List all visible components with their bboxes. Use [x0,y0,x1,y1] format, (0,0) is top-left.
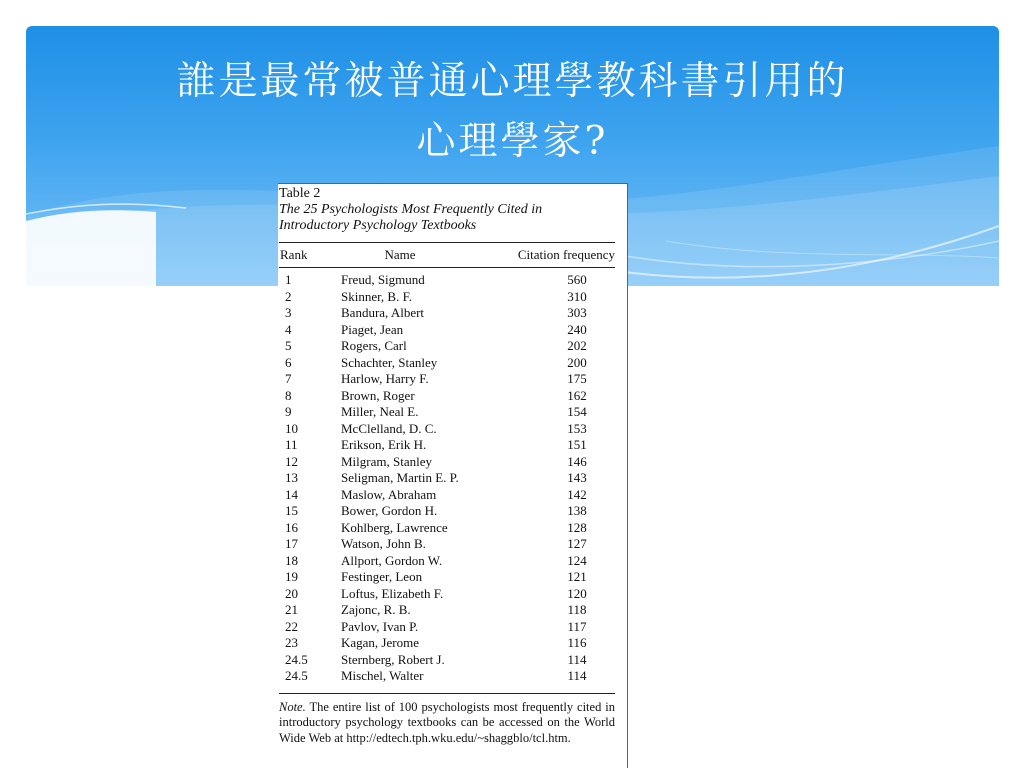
citation-frequency-cell: 128 [567,519,587,535]
name-cell: Erikson, Erik H. [341,437,427,452]
rank-cell: 16 [285,519,298,535]
citation-frequency-cell: 116 [567,635,587,650]
citation-frequency-cell: 303 [567,305,587,320]
name-cell: Skinner, B. F. [341,288,413,304]
citation-frequency-cell: 114 [567,651,587,667]
citation-frequency-cell: 143 [567,470,587,485]
slide-title-line-2: 心理學家? [416,119,609,164]
table-body [279,272,627,685]
name-cell: Maslow, Abraham [341,486,437,502]
name-cell: Brown, Roger [341,387,415,403]
table-caption: The 25 Psychologists Most Frequently Cited in Introductory Psychology Textbooks [279,202,543,233]
rank-cell: 2 [285,288,292,304]
citation-frequency-cell: 121 [567,569,587,584]
citation-frequency-cell: 146 [567,453,587,469]
rank-cell: 22 [285,618,298,634]
name-cell: Rogers, Carl [341,338,407,353]
rank-cell: 5 [285,338,292,353]
rank-cell: 6 [285,354,292,370]
table-row [279,586,615,603]
rank-cell: 24.5 [285,651,308,667]
rank-cell: 12 [285,453,298,469]
rank-cell: 1 [285,272,292,287]
rank-cell: 21 [285,602,298,617]
note-label: Note. [279,699,306,714]
citation-frequency-cell: 118 [567,602,587,617]
name-cell: Loftus, Elizabeth F. [341,585,444,601]
name-cell: Sternberg, Robert J. [341,651,445,667]
rank-cell: 7 [285,371,292,386]
rank-cell: 19 [285,569,298,584]
table-note [279,693,615,747]
table-row [279,487,615,504]
name-cell: Kohlberg, Lawrence [341,519,448,535]
name-cell: Festinger, Leon [341,569,423,584]
rank-cell: 11 [285,437,298,452]
rank-cell: 15 [285,503,298,518]
table-row [279,272,615,289]
citation-frequency-cell: 142 [567,486,587,502]
citation-frequency-cell: 114 [567,668,587,683]
table-row [279,289,615,306]
citation-frequency-cell: 560 [567,272,587,287]
citation-frequency-cell: 162 [567,387,587,403]
name-cell: Allport, Gordon W. [341,552,443,568]
table-row [279,421,615,438]
citation-frequency-cell: 138 [567,503,587,518]
name-cell: Zajonc, R. B. [341,602,411,617]
table-row [279,322,615,339]
name-cell: Schachter, Stanley [341,354,438,370]
table-row [279,470,615,487]
note-text: The entire list of 100 psychologists most frequently cited in introductory psychology textbooks can be accessed on the World Wide Web at http://edtech.tph.wku.edu/~shaggblo/tcl.htm. [279,699,615,745]
table-row [279,388,615,405]
header-name: Name [384,247,416,262]
table-label: Table 2 [279,186,321,201]
slide-title-line-1: 誰是最常被普通心理學教科書引用的 [176,59,849,104]
name-cell: Mischel, Walter [341,668,424,683]
table-row [279,355,615,372]
table-row [279,338,615,355]
citation-frequency-cell: 154 [567,404,587,419]
table-row [279,520,615,537]
table-header-row [279,243,615,267]
rank-cell: 23 [285,635,298,650]
rank-cell: 3 [285,305,292,320]
rank-cell: 17 [285,536,298,551]
name-cell: McClelland, D. C. [341,420,437,436]
rank-cell: 4 [285,321,292,337]
name-cell: Bandura, Albert [341,305,425,320]
name-cell: Bower, Gordon H. [341,503,438,518]
slide-title [26,52,999,172]
rank-cell: 8 [285,387,292,403]
table-row [279,569,615,586]
name-cell: Seligman, Martin E. P. [341,470,459,485]
name-cell: Miller, Neal E. [341,404,419,419]
table-row [279,668,615,685]
citation-frequency-cell: 200 [567,354,587,370]
table-row [279,503,615,520]
citation-frequency-cell: 151 [567,437,587,452]
citation-frequency-cell: 153 [567,420,587,436]
table-row [279,437,615,454]
citation-frequency-cell: 240 [567,321,587,337]
table-row [279,404,615,421]
citation-frequency-cell: 175 [567,371,587,386]
table-row [279,454,615,471]
table-row [279,553,615,570]
name-cell: Kagan, Jerome [341,635,419,650]
citation-frequency-cell: 120 [567,585,587,601]
rank-cell: 9 [285,404,292,419]
rank-cell: 20 [285,585,298,601]
name-cell: Pavlov, Ivan P. [341,618,419,634]
table-row [279,619,615,636]
citation-frequency-cell: 310 [567,288,587,304]
citation-table-figure [278,183,628,768]
rank-cell: 10 [285,420,298,436]
name-cell: Milgram, Stanley [341,453,432,469]
header-citation-frequency: Citation frequency [517,247,615,262]
rank-cell: 14 [285,486,298,502]
table-row [279,371,615,388]
header-rank: Rank [280,247,308,262]
table-row [279,602,615,619]
table-row [279,536,615,553]
table-row [279,635,615,652]
citation-frequency-cell: 202 [567,338,587,353]
name-cell: Freud, Sigmund [341,272,425,287]
rank-cell: 24.5 [285,668,308,683]
citation-frequency-cell: 124 [567,552,587,568]
table-header-rule [279,267,615,268]
citation-frequency-cell: 117 [567,618,587,634]
name-cell: Harlow, Harry F. [341,371,429,386]
name-cell: Piaget, Jean [341,321,404,337]
citation-frequency-cell: 127 [567,536,587,551]
table-row [279,652,615,669]
rank-cell: 13 [285,470,298,485]
table-row [279,305,615,322]
rank-cell: 18 [285,552,298,568]
name-cell: Watson, John B. [341,536,426,551]
